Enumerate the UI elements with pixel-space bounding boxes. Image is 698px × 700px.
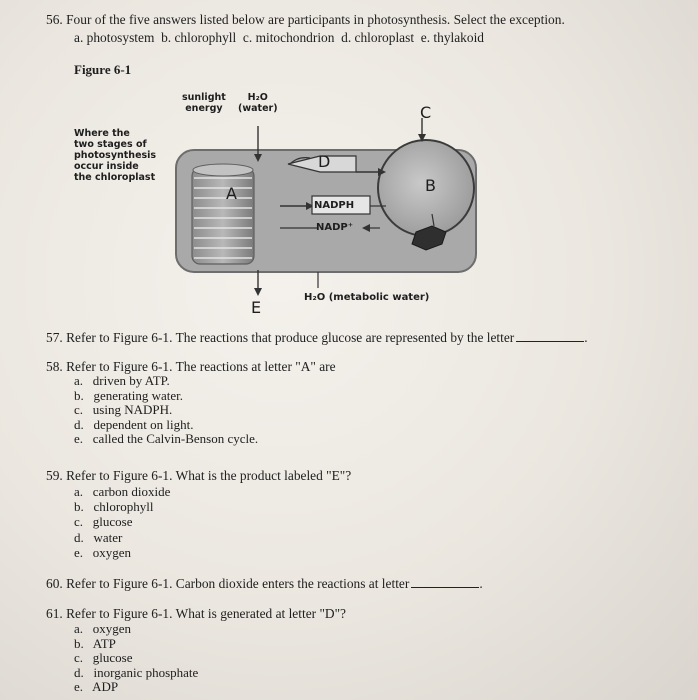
option-c <box>74 651 198 666</box>
option-letter: e. <box>74 679 84 695</box>
question-number: 58. <box>46 359 63 374</box>
option-letter: b. <box>74 635 84 651</box>
label-d: D <box>318 152 331 171</box>
option-letter: d. <box>74 416 84 432</box>
option-a <box>74 622 198 637</box>
option-text: carbon dioxide <box>92 484 171 499</box>
nadp-label: NADP⁺ <box>316 222 354 233</box>
option-text: water <box>93 529 123 545</box>
question-text: Refer to Figure 6-1. The reactions that produce glucose are represented by the letter <box>66 330 515 345</box>
option-text: called the Calvin-Benson cycle. <box>92 431 259 447</box>
option-e <box>74 545 170 560</box>
option-text: chlorophyll <box>174 30 237 45</box>
question-59 <box>46 468 351 484</box>
thylakoid-stack <box>192 164 254 264</box>
figure-side-caption <box>74 128 156 183</box>
option-b <box>74 637 198 652</box>
option-a <box>74 484 170 499</box>
option-text: mitochondrion <box>255 30 335 45</box>
question-text: Four of the five answers listed below are participants in photosynthesis. Select the exception. <box>66 12 565 27</box>
label-b: B <box>425 176 436 195</box>
option-letter: e. <box>420 30 431 45</box>
option-letter: a. <box>74 30 84 45</box>
option-b <box>74 499 170 514</box>
nadph-label: NADPH <box>314 200 355 211</box>
option-letter: a. <box>74 621 84 636</box>
period: . <box>479 576 483 591</box>
question-text: Refer to Figure 6-1. What is the product labeled "E"? <box>66 468 352 483</box>
option-text: chlorophyll <box>93 499 154 515</box>
option-c <box>74 403 258 418</box>
option-letter: c. <box>74 514 84 530</box>
option-letter: a. <box>74 373 84 388</box>
option-letter: c. <box>242 30 253 45</box>
question-text: Refer to Figure 6-1. What is generated at letter "D"? <box>66 606 346 621</box>
label-e: E <box>251 298 262 317</box>
option-letter: d. <box>341 30 352 45</box>
option-text: using NADPH. <box>92 402 173 418</box>
option-letter: c. <box>74 402 84 418</box>
option-text: glucose <box>92 514 133 530</box>
question-61 <box>46 606 346 622</box>
option-c <box>74 514 170 529</box>
caption-line: photosynthesis <box>74 150 157 161</box>
option-text: oxygen <box>92 544 132 560</box>
option-text: thylakoid <box>433 30 484 45</box>
option-d <box>74 530 170 545</box>
option-a <box>74 374 258 389</box>
figure-title: Figure 6-1 <box>74 62 132 77</box>
period: . <box>584 330 588 345</box>
question-number: 61. <box>46 606 63 621</box>
answer-blank[interactable] <box>516 331 584 342</box>
caption-line: Where the <box>74 128 130 139</box>
option-d <box>74 418 258 433</box>
option-text: chloroplast <box>354 30 415 45</box>
option-d <box>74 666 198 681</box>
metabolic-water-label: H₂O (metabolic water) <box>304 292 430 303</box>
caption-line: the chloroplast <box>74 172 156 183</box>
question-57 <box>46 330 588 346</box>
option-text: photosystem <box>86 30 155 45</box>
caption-line: two stages of <box>74 139 147 150</box>
option-letter: b. <box>161 30 172 45</box>
option-letter: c. <box>74 650 84 666</box>
sunlight-text: sunlight <box>182 92 226 103</box>
question-56 <box>46 12 565 28</box>
option-letter: d. <box>74 529 84 545</box>
option-text: driven by ATP. <box>92 373 170 388</box>
option-letter: a. <box>74 484 84 499</box>
question-text: Refer to Figure 6-1. The reactions at letter "A" are <box>66 359 336 374</box>
option-letter: d. <box>74 664 84 680</box>
option-e <box>74 432 258 447</box>
energy-text: energy <box>185 103 223 114</box>
question-text: Refer to Figure 6-1. Carbon dioxide enters the reactions at letter <box>66 576 410 591</box>
option-letter: b. <box>74 499 84 515</box>
option-letter: b. <box>74 387 84 403</box>
question-56-options <box>74 30 484 46</box>
option-letter: e. <box>74 431 84 447</box>
option-b <box>74 389 258 404</box>
option-text: ADP <box>92 679 119 695</box>
option-letter: e. <box>74 544 84 560</box>
option-text: ATP <box>92 635 116 651</box>
h2o-text: H₂O <box>247 92 268 103</box>
water-text: (water) <box>238 103 278 114</box>
option-text: generating water. <box>93 387 184 403</box>
question-number: 56. <box>46 12 63 27</box>
question-59-options <box>74 484 170 560</box>
answer-blank[interactable] <box>411 577 479 588</box>
option-text: oxygen <box>92 621 132 636</box>
question-60 <box>46 576 483 592</box>
label-a: A <box>226 184 237 203</box>
option-text: glucose <box>92 650 133 666</box>
question-number: 60. <box>46 576 63 591</box>
question-58-options <box>74 374 258 447</box>
option-text: dependent on light. <box>93 416 194 432</box>
question-number: 57. <box>46 330 63 345</box>
option-e <box>74 680 198 695</box>
label-c: C <box>420 103 432 122</box>
question-61-options <box>74 622 198 695</box>
caption-line: occur inside <box>74 161 139 172</box>
option-text: inorganic phosphate <box>93 664 199 680</box>
question-number: 59. <box>46 468 63 483</box>
